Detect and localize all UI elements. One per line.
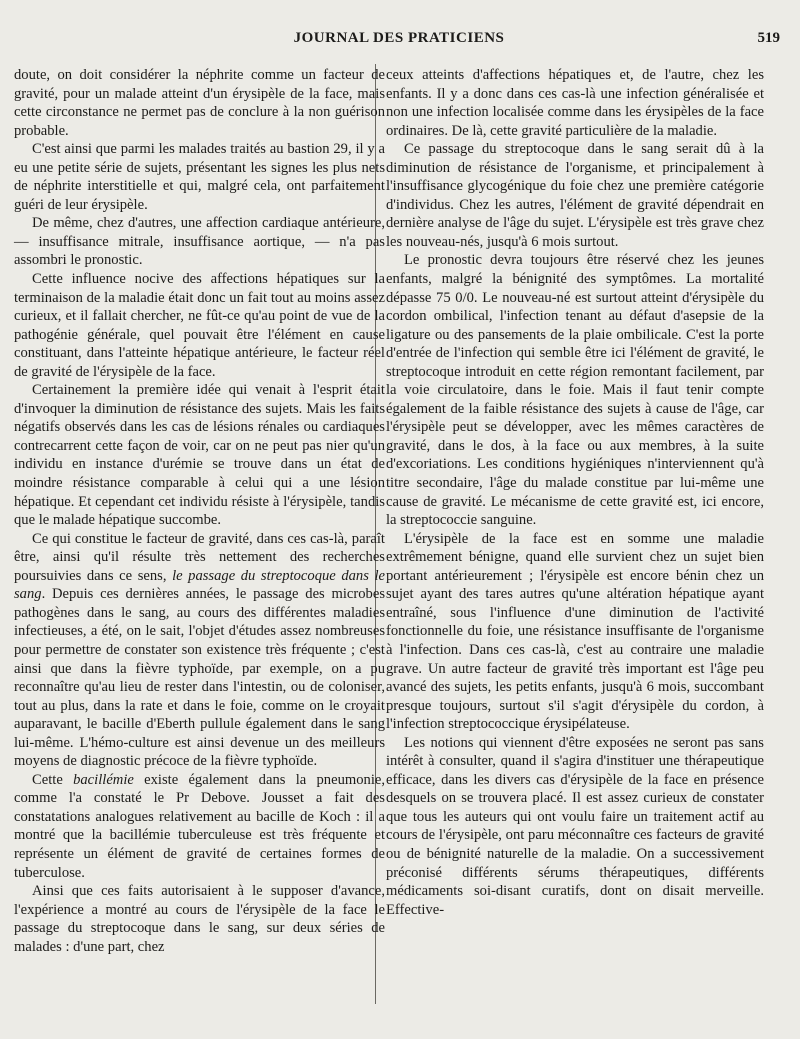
page-number: 519 (757, 30, 780, 46)
paragraph: L'érysipèle de la face est en somme une maladie extrêmement bénigne, quand elle survient chez un sujet bien portant antérieurement ; l'érysipèle est encore bénin chez un sujet ayant des tares autres qu'une altération hépatique ayant entraîné, sous l'influence d'une diminution de l'activité fonctionnelle du foie, une résistance insuffisante de l'organisme à l'infection. Dans ces cas-là, c'est au contraire une maladie grave. Un autre facteur de gravité très important est l'âge peu avancé des sujets, les petits enfants, jusqu'à 6 mois, succombant presque toujours, surtout s'il s'agit d'érysipèle du cordon, à l'infection streptococcique érysipélateuse. (386, 530, 764, 733)
running-header (14, 30, 784, 52)
text-run: Cette (32, 771, 74, 788)
paragraph: Le pronostic devra toujours être réservé chez les jeunes enfants, malgré la bénignité des symptômes. La mortalité dépasse 75 0/0. Le nouveau-né est surtout atteint d'érysipèle du cordon ombilical, l'infection tenant au défaut d'asepsie de la ligature ou des pansements de la plaie ombilicale. C'est la porte d'entrée de l'infection qui semble être ici l'élément de gravité, le streptocoque introduit en cette région remontant facilement, par la voie circulatoire, dans le foie. Mais il faut tenir compte également de la faible résistance des sujets à cause de l'âge, car l'érysipèle peut se développer, avec les mêmes caractères de gravité, dans le dos, à la face ou aux membres, à la suite d'excoriations. Les conditions hygiéniques n'interviennent qu'à titre secondaire, l'âge du malade constitue par lui-même une cause de gravité. Le mécanisme de cette gravité est, ici encore, la streptococcie sanguine. (386, 252, 764, 529)
paragraph: doute, on doit considérer la néphrite comme un facteur de gravité, pour un malade atteint d'un érysipèle de la face, mais cette circonstance ne permet pas de conclure à la non guérison probable. (14, 67, 385, 139)
paragraph: De même, chez d'autres, une affection cardiaque antérieure, — insuffisance mitrale, insuffisance aortique, — n'a pas assombri le pronostic. (14, 215, 385, 269)
paragraph: Ainsi que ces faits autorisaient à le supposer d'avance, l'expérience a montré au cours de l'érysipèle de la face le passage du streptocoque dans le sang, sur deux séries de malades : d'une part, chez (14, 883, 385, 955)
journal-title: JOURNAL DES PRATICIENS (293, 30, 505, 46)
italic-phrase: le passage du streptocoque dans le sang (14, 567, 385, 603)
text-run: Ce qui constitue le facteur de gravité, dans ces cas-là, paraît être, ainsi qu'il résulte très nettement des recherches poursuivies dans ce sens, (14, 530, 385, 584)
paragraph (14, 530, 385, 771)
italic-phrase: bacillémie (73, 771, 134, 788)
paragraph: Certainement la première idée qui venait à l'esprit était d'invoquer la diminution de résistance des sujets. Mais les faits négatifs observés dans les cas de lésions rénales ou cardiaques contrecarrent cette façon de voir, car on ne peut pas nier qu'un individu en instance d'urémie se trouve dans un état de moindre résistance comparable à celui qui a une lésion hépatique. Et cependant cet individu résiste à l'érysipèle, tandis que le malade hépatique succombe. (14, 382, 385, 529)
right-column (386, 66, 764, 919)
paragraph: Les notions qui viennent d'être exposées ne seront pas sans intérêt à consulter, quand il s'agira d'instituer une thérapeutique efficace, dans les divers cas d'érysipèle de la face en présence desquels on se trouvera placé. Il est assez curieux de constater que tous les auteurs qui ont voulu faire un traitement actif au cours de l'érysipèle, ont paru méconnaître ces facteurs de gravité ou de bénignité naturelle de la maladie. On a successivement préconisé différents sérums thérapeutiques, différents médicaments soi-disant curatifs, dont on disait merveille. Effective- (386, 734, 764, 918)
text-run: existe également dans la pneumonie, comme l'a constaté le Pr Debove. Jousset a fait des constatations analogues relativement au bacille de Koch : il a montré que la bacillémie tuberculeuse est très fréquente et représente un élément de gravité de certaines formes de tuberculose. (14, 771, 385, 881)
paragraph (14, 771, 385, 882)
paragraph: C'est ainsi que parmi les malades traités au bastion 29, il y a eu une petite série de sujets, présentant les signes les plus nets de néphrite interstitielle et qui, malgré cela, ont parfaitement guéri de leur érysipèle. (14, 141, 385, 213)
paragraph: Ce passage du streptocoque dans le sang serait dû à la diminution de résistance de l'organisme, et principalement à l'insuffisance glycogénique du foie chez une première catégorie d'individus. Chez les autres, l'élément de gravité dépendrait en dernière analyse de l'âge du sujet. L'érysipèle est très grave chez les nouveau-nés, jusqu'à 6 mois surtout. (386, 141, 764, 250)
text-run: . Depuis ces dernières années, le passage des microbes pathogènes dans le sang, au cours des différentes maladies infectieuses, a été, on le sait, l'objet d'études assez nombreuses pour permettre de constater son existence très fréquente ; c'est ainsi que dans la fièvre typhoïde, par exemple, on a pu reconnaître qu'au lieu de rester dans l'intestin, ou de coloniser, tout au plus, dans la rate et dans le foie, comme on le croyait auparavant, le bacille d'Eberth pullule également dans le sang lui-même. L'hémo-culture est ainsi devenue un des meilleurs moyens de diagnostic précoce de la fièvre typhoïde. (14, 586, 385, 770)
left-column (14, 66, 385, 956)
paragraph: Cette influence nocive des affections hépatiques sur la terminaison de la maladie était donc un fait tout au moins assez curieux, et il fallait chercher, ne fût-ce qu'au point de vue de la pathogénie générale, quel pouvait être l'élément en cause constituant, dans l'atteinte hépatique antérieure, le facteur réel de gravité de l'érysipèle de la face. (14, 271, 385, 380)
paragraph: ceux atteints d'affections hépatiques et, de l'autre, chez les enfants. Il y a donc dans ces cas-là une infection généralisée et non une infection localisée comme dans les érysipèles de la face ordinaires. De là, cette gravité particulière de la maladie. (386, 67, 764, 139)
